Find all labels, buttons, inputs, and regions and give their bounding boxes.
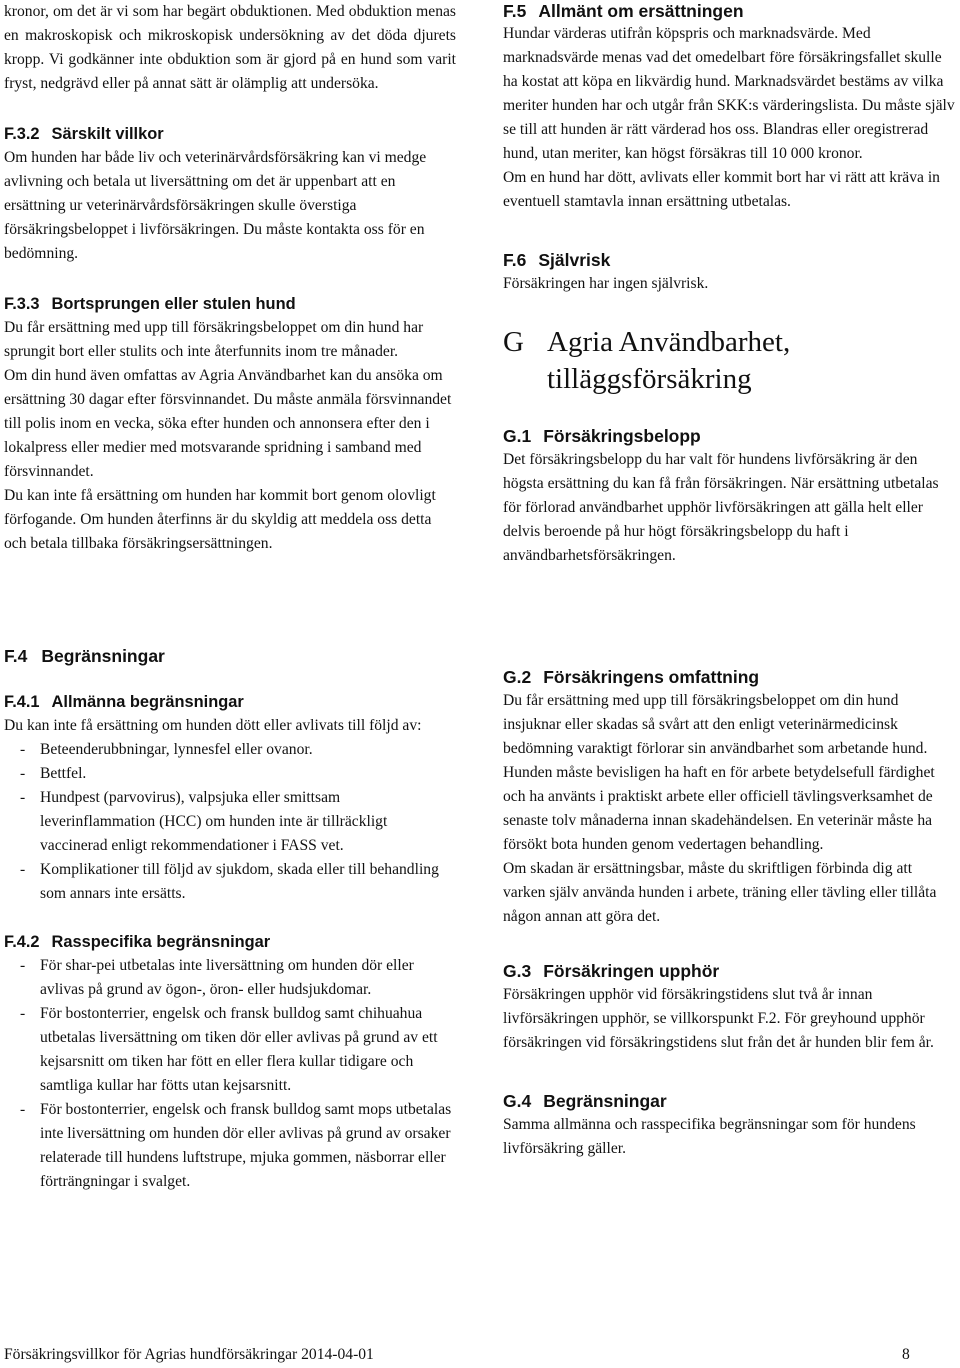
section-paragraph: Om en hund har dött, avlivats eller kommit bort har vi rätt att kräva in eventuell stamtavla innan ersättning utbetalas.: [503, 169, 940, 210]
section-title: Allmänna begränsningar: [51, 693, 244, 711]
section-paragraph: Du får ersättning med upp till försäkringsbeloppet om din hund har sprungit bort eller stulits och inte återfunnits inom tre månader.: [4, 319, 424, 360]
section-paragraph: Du får ersättning med upp till försäkringsbeloppet om din hund insjuknar eller skadas så svårt att den enligt veterinärmedicinsk bedömning varaktigt förlorar sin användbarhet som arbetande hund.: [503, 692, 928, 757]
right-column-lower: [503, 665, 955, 1161]
section-heading: [503, 665, 955, 689]
chapter-title: Agria Användbarhet, tilläggsförsäkring: [547, 326, 791, 395]
section-f33: [4, 292, 456, 556]
section-f5: [503, 0, 955, 214]
chapter-g: [503, 324, 955, 398]
limitations-list: [4, 738, 456, 906]
section-text: Försäkringen upphör vid försäkringstidens slut två år innan livförsäkringen upphör, se villkorspunkt F.2. För greyhound upphör försäkringen vid försäkringstidens slut från det år hunden blir fem år.: [503, 986, 934, 1051]
section-paragraph: Hundar värderas utifrån köpspris och marknadsvärde. Med marknadsvärde menas vad det omedelbart före försäkringsfallet skulle ha kostat att köpa en likvärdig hund. Marknadsvärdet bestäms av vilka meriter hunden har och utgår från SKK:s värderingslista. Du måste själv se till att hunden är rätt värderad hos oss. Blandras eller oregistrerad hund, utan meriter, kan högst försäkras till 10 000 kronor.: [503, 25, 955, 162]
footer-title: Försäkringsvillkor för Agrias hundförsäkringar 2014-04-01: [4, 1346, 374, 1363]
section-title: Försäkringen upphör: [543, 961, 720, 981]
section-heading: [4, 930, 456, 954]
section-heading: [503, 0, 955, 22]
left-column: [4, 0, 456, 556]
section-number: F.4.2: [4, 933, 40, 951]
section-heading: [4, 292, 456, 316]
section-number: F.3.2: [4, 125, 40, 143]
section-number: F.4: [4, 646, 28, 666]
section-text: Försäkringen har ingen självrisk.: [503, 275, 709, 292]
list-item: - Komplikationer till följd av sjukdom, skada eller till behandling som annars inte ersätts.: [20, 861, 439, 902]
section-title: Rasspecifika begränsningar: [51, 933, 271, 951]
intro-paragraph: kronor, om det är vi som har begärt obduktionen. Med obduktion menas en makroskopisk och mikroskopisk undersökning av det döda djurets kropp. Vi godkänner inte obduktion som är gjord på en hund som varit fryst, nedgrävd eller på annat sätt är olämplig att undersöka.: [4, 3, 456, 92]
section-paragraph: Om skadan är ersättningsbar, måste du skriftligen förbinda dig att varken själv använda hunden i arbete, träning eller tävling eller tillåta någon annan att göra det.: [503, 860, 937, 925]
section-paragraph: Om din hund även omfattas av Agria Användbarhet kan du ansöka om ersättning 30 dagar efter försvinnandet. Du måste anmäla försvinnandet till polis inom en vecka, söka efter hunden och annonsera efter den i lokalpress eller medier med motsvarande spridning i samband med försvinnandet.: [4, 367, 452, 480]
section-number: F.6: [503, 250, 527, 270]
section-title: Självrisk: [538, 250, 611, 270]
section-f42: [4, 930, 456, 1194]
section-title: Försäkringsbelopp: [543, 426, 701, 446]
section-number: G.1: [503, 426, 532, 446]
chapter-letter: G: [503, 326, 524, 358]
section-number: G.2: [503, 667, 532, 687]
section-heading: [4, 690, 456, 714]
section-g1: [503, 424, 955, 568]
right-column: [503, 0, 955, 568]
section-title: Allmänt om ersättningen: [538, 1, 744, 21]
section-title: Begränsningar: [41, 646, 165, 666]
section-f41: [4, 690, 456, 906]
list-item: - För shar-pei utbetalas inte liversättning om hunden dör eller avlivas på grund av ögon-, öron- eller hudsjukdomar.: [20, 957, 414, 998]
section-number: G.4: [503, 1091, 532, 1111]
section-title: Begränsningar: [543, 1091, 667, 1111]
list-item: - För bostonterrier, engelsk och fransk bulldog samt chihuahua utbetalas liversättning om tiken dör eller avlivas på grund av ett kejsarsnitt om tiken har fött en eller flera kullar tidigare och samtliga kullar har fötts utan kejsarsnitt.: [20, 1005, 438, 1094]
section-text: Samma allmänna och rasspecifika begränsningar som för hundens livförsäkring gäller.: [503, 1116, 916, 1157]
section-number: F.3.3: [4, 295, 40, 313]
section-title: Bortsprungen eller stulen hund: [51, 295, 296, 313]
section-title: Försäkringens omfattning: [543, 667, 760, 687]
section-heading: [503, 248, 955, 272]
section-f6: [503, 248, 955, 296]
section-g4: [503, 1089, 955, 1161]
section-paragraph: Hunden måste bevisligen ha haft en för arbete betydelsefull färdighet och ha använts i praktiskt arbete eller officiell tävlingsverksamhet de senaste tolv månaderna innan skadehändelsen. En veterinär måste ha försökt bota hunden genom vedertagen behandling.: [503, 764, 935, 853]
list-item: - Hundpest (parvovirus), valpsjuka eller smittsam leverinflammation (HCC) om hunden inte är tillräckligt vaccinerad enligt rekommendationer i FASS vet.: [20, 789, 388, 854]
section-f4-heading: [4, 644, 456, 668]
list-item: - Bettfel.: [20, 765, 87, 782]
section-f32: [4, 122, 456, 266]
chapter-heading: [503, 324, 955, 398]
section-paragraph: Du kan inte få ersättning om hunden har kommit bort genom olovligt förfogande. Om hunden återfinns är du skyldig att meddela oss detta och betala tillbaka försäkringsersättningen.: [4, 487, 436, 552]
page-number: 8: [902, 1346, 910, 1363]
section-number: G.3: [503, 961, 532, 981]
section-heading: [503, 1089, 955, 1113]
list-item: - För bostonterrier, engelsk och fransk bulldog samt mops utbetalas inte liversättning om hunden dör eller avlivas på grund av orsaker relaterade till hundens luftstrupe, mjuka gommen, näsborrar eller förträngningar i svalget.: [20, 1101, 452, 1190]
section-number: F.5: [503, 1, 527, 21]
section-g2: [503, 665, 955, 929]
section-title: Särskilt villkor: [51, 125, 164, 143]
section-heading: [503, 424, 955, 448]
section-intro: Du kan inte få ersättning om hunden dött eller avlivats till följd av:: [4, 717, 422, 734]
left-column-lower: [4, 644, 456, 1194]
list-item: - Beteenderubbningar, lynnesfel eller ovanor.: [20, 741, 313, 758]
section-g3: [503, 959, 955, 1055]
section-heading: [4, 122, 456, 146]
section-text: Om hunden har både liv och veterinärvårdsförsäkring kan vi medge avlivning och betala ut liversättning om det är uppenbart att en ersättning ur veterinärvårdsförsäkringen skulle överstiga försäkringsbeloppet i livförsäkringen. Du måste kontakta oss för en bedömning.: [4, 149, 427, 262]
section-text: Det försäkringsbelopp du har valt för hundens livförsäkring är den högsta ersättning du kan få från försäkringen. När ersättning utbetalas för förlorad användbarhet upphör livförsäkringen att gälla helt eller delvis beroende på hur högt försäkringsbelopp du haft i användbarhetsförsäkringen.: [503, 451, 939, 564]
section-heading: [503, 959, 955, 983]
breed-limitations-list: [4, 954, 456, 1194]
section-number: F.4.1: [4, 693, 40, 711]
